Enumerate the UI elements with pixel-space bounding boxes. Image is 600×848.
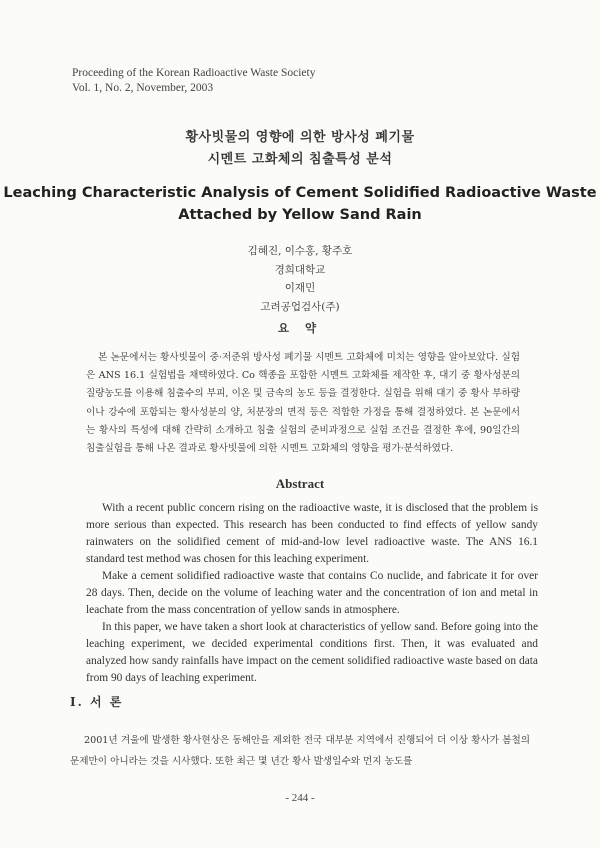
korean-summary-heading: 요 약 [277, 321, 323, 335]
proceeding-header [72, 66, 315, 96]
abstract-paragraph-2: Make a cement solidified radioactive waste that contains Co nuclide, and fabricate it for over 28 days. Then, decide on the volume of leaching water and the concentration of ion and metal in leachate from the mass concentration of yellow sands in atmosphere. [86, 570, 538, 616]
korean-summary-text: 본 논문에서는 황사빗물이 중·저준위 방사성 폐기물 시멘트 고화체에 미치는 영향을 알아보았다. 실험은 ANS 16.1 실험법을 채택하였다. Co 핵종을 포함한 시멘트 고화체를 제작한 후, 대기 중 황사성분의 질량농도를 이용해 침출수의 부피, 이온 및 금속의 농도 등을 결정한다. 실험을 위해 대기 중 황사 부하량이나 강수에 포함되는 황사성분의 양, 처분장의 면적 등은 적합한 가정을 통해 결정하였다. 본 논문에서는 황사의 특성에 대해 간략히 소개하고 침출 실험의 준비과정으로 실험 조건을 결정한 후에, 90일간의 침출실험을 통해 나온 결과로 황사빗물에 의한 시멘트 고화체의 영향을 평가·분석하였다. [86, 352, 520, 455]
korean-summary [86, 349, 520, 458]
proceeding-title: Proceeding of the Korean Radioactive Waste Society [72, 67, 316, 79]
affiliation-2: 고려공업검사(주) [260, 300, 340, 313]
english-title-line1: Leaching Characteristic Analysis of Cement Solidified Radioactive Waste [3, 185, 597, 201]
author-names-1: 김혜진, 이수홍, 황주호 [247, 245, 353, 257]
english-title-line2: Attached by Yellow Sand Rain [178, 207, 422, 223]
introduction-text: 2001년 겨울에 발생한 황사현상은 동해안을 제외한 전국 대부분 지역에서 진행되어 더 이상 황사가 봄철의 문제만이 아니라는 것을 시사했다. 또한 최근 몇 년간 황사 발생일수와 먼지 농도를 [70, 735, 530, 767]
introduction-heading: I. 서 론 [70, 695, 124, 709]
abstract-paragraph-3: In this paper, we have taken a short look at characteristics of yellow sand. Before going into the leaching experiment, we decided experimental conditions first. Then, it was evaluated and analyzed how sandy rainfalls have impact on the cement solidified radioactive waste based on data from 90 days of leaching experiment. [86, 621, 538, 684]
introduction-body [70, 730, 530, 772]
abstract-paragraph-1: With a recent public concern rising on the radioactive waste, it is disclosed that the problem is more serious than expected. This research has been conducted to find effects of yellow sandy rainwaters on the solidified cement of mid-and-low level radioactive waste. The ANS 16.1 standard test method was chosen for this leaching experiment. [86, 502, 538, 565]
author-names-2: 이재민 [284, 282, 316, 294]
korean-title-line2: 시멘트 고화체의 침출특성 분석 [207, 152, 393, 167]
english-abstract [86, 500, 538, 687]
author-block [0, 242, 600, 316]
affiliation-1: 경희대학교 [274, 263, 326, 276]
korean-title-line1: 황사빗물의 영향에 의한 방사성 폐기물 [185, 130, 415, 145]
abstract-heading: Abstract [275, 476, 325, 491]
page-number: - 244 - [285, 792, 315, 804]
proceeding-volume: Vol. 1, No. 2, November, 2003 [72, 82, 214, 94]
